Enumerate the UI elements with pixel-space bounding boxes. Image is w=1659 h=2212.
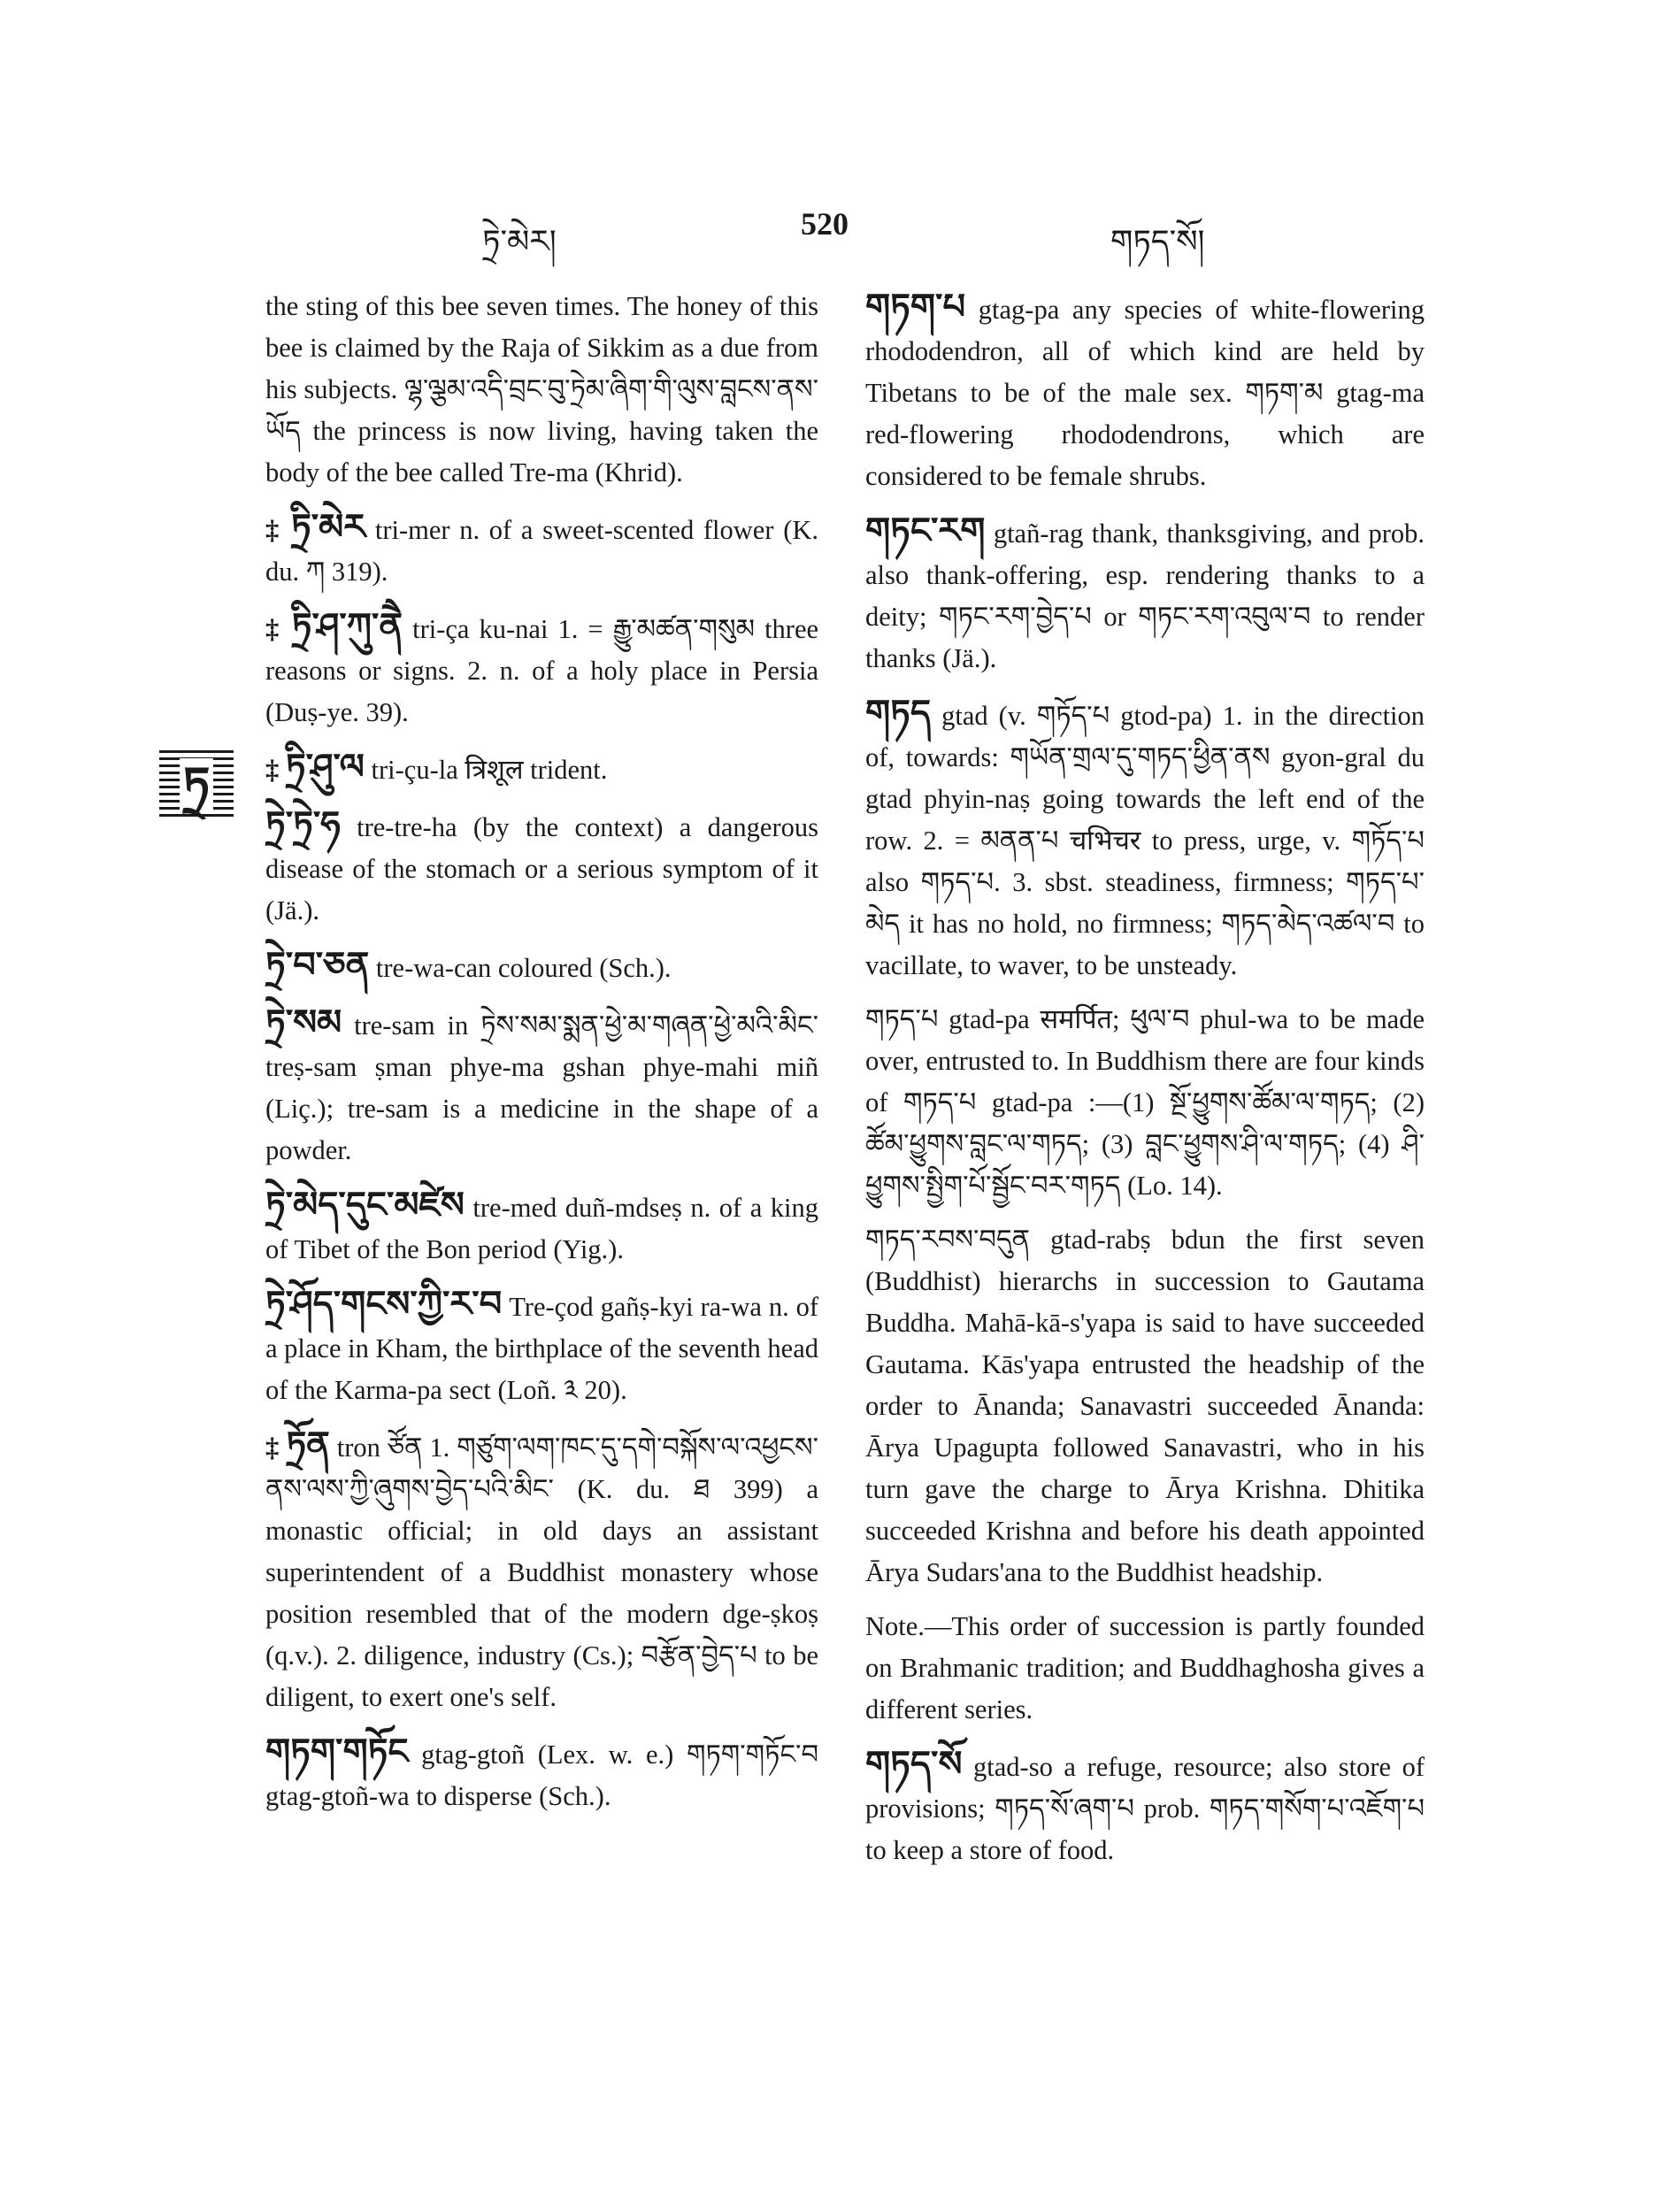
entry-definition: tre-med duñ-mdseṣ n. of a king of Tibet of the Bon period (Yig.). [265,1193,818,1264]
right-column [865,286,1425,1884]
dictionary-entry [265,1002,818,1171]
header-left-guide-word: ཏྲེ་མེར། [482,224,557,259]
entry-headword: གཏག་གཏོང [265,1732,409,1771]
dictionary-entry [865,286,1425,497]
header-right-guide-word: གཏད་སོ། [1110,224,1205,259]
entry-headword: ཏྲོན [286,1425,330,1464]
entry-definition: tri-ça ku-nai 1. = རྒྱུ་མཚན་གསུམ three reasons or signs. 2. n. of a holy place in Persia (Duṣ-ye. 39). [265,614,819,727]
sub-entry [865,999,1425,1207]
entry-headword: གཏད་སོ [865,1744,963,1784]
entry-headword: གཏང་རག [865,511,986,550]
note-paragraph [865,1606,1425,1731]
entry-definition: Tre-çod gañṣ-kyi ra-wa n. of a place in Kham, the birthplace of the seventh head of the Karma-pa sect (Loñ. ༣ 20). [265,1292,819,1405]
dictionary-entry: ‡ ཏྲོན tron ཙོན 1. གཙུག་ལག་ཁང་དུ་དགེ་བསྐོས་ལ་འཕྱངས་ནས་ལས་ཀྱི་ཞུགས་བྱེད་པའི་མིང་ (K. du. ཐ 399) a monastic official; in old days an assistant superintendent of a Buddhist monastery whose position resembled that of the modern dge-ṣkoṣ (q.v.). 2. diligence, industry (Cs.); བརྩོན་བྱེད་པ to be diligent, to exert one's self. [265,1425,818,1712]
entry-definition: tre-tre-ha (by the context) a dangerous disease of the stomach or a serious symptom of it (Jä.). [265,812,818,926]
dictionary-entry [265,803,818,932]
entry-headword: ཏྲེ་སམ [265,1002,342,1042]
entry-definition: gtag-gtoñ (Lex. w. e.) གཏག་གཏོང་བ gtag-gtoñ-wa to disperse (Sch.). [265,1740,819,1811]
running-header [0,205,1659,258]
dictionary-entry: ‡ ཏྲི་ཤ་ཀུ་ནཻ tri-ça ku-nai 1. = རྒྱུ་མཚན་གསུམ three reasons or signs. 2. n. of a holy place in Persia (Duṣ-ye. 39). [265,606,819,727]
entry-headword: གཏག་པ [865,287,966,326]
entry-headword: ཏྲི་ཤུ་ལ [285,747,365,787]
entry-definition: gtad-so a refuge, resource; also store of provisions; གཏད་སོ་ཞག་པ prob. གཏད་གསོག་པ་འཇོག་པ to keep a store of food. [865,1752,1425,1865]
entry-definition: tri-çu-la त्रिशूल trident. [371,755,608,785]
entry-definition: tre-sam in ཏྲེས་སམ་སྨན་ཕྱེ་མ་གཞན་ཕྱེ་མའི་མིང་ treṣ-sam ṣman phye-ma gshan phye-mahi miñ (Liç.); tre-sam is a medicine in the shape of a powder. [265,1010,818,1165]
entry-definition: tri-mer n. of a sweet-scented flower (K. du. ཀ 319). [265,515,819,587]
dictionary-entry [865,1743,1425,1871]
page-number: 520 [801,206,849,242]
entry-headword: གཏད [865,693,932,733]
continuation-paragraph: the sting of this bee seven times. The honey of this bee is claimed by the Raja of Sikkim as a due from his subjects. ལྷ་ལྕམ་འདི་བྲང་བུ་ཏྲེམ་ཞིག་གི་ལུས་བླངས་ནས་ཡོད the princess is now living, having taken the body of the bee called Tre-ma (Khrid). [265,291,818,488]
dictionary-entry [265,1731,818,1817]
entry-headword: ཏྲི་མེར [291,507,366,547]
sub-entry [865,1219,1425,1594]
entry-definition: tron ཙོན 1. གཙུག་ལག་ཁང་དུ་དགེ་བསྐོས་ལ་འཕྱངས་ནས་ལས་ཀྱི་ཞུགས་བྱེད་པའི་མིང་ (K. du. ཐ 399) a monastic official; in old days an assistant superintendent of a Buddhist monastery whose position resembled that of the modern dge-ṣkoṣ (q.v.). 2. diligence, industry (Cs.); བརྩོན་བྱེད་པ to be diligent, to exert one's self. [265,1432,818,1712]
dictionary-entry [265,1283,818,1411]
entry-headword: ཏྲེ་བ་ཅན [265,945,370,985]
entry-headword: ཏྲེ་ཤོད་གངས་ཀྱི་ར་བ [265,1284,503,1324]
dictionary-entry: ‡ ཏྲི་མེར tri-mer n. of a sweet-scented flower (K. du. ཀ 319). [265,507,819,587]
dictionary-entry [265,944,818,989]
section-thumb-marker [159,750,234,819]
dictionary-entry [865,692,1425,987]
entry-definition: gtag-pa any species of white-flowering rhododendron, all of which kind are held by Tibetans to be of the male sex. གཏག་མ gtag-ma red-flowering rhododendrons, which are considered to be female shrubs. [865,295,1425,491]
dictionary-entry: ‡ ཏྲི་ཤུ་ལ tri-çu-la त्रिशूल trident. [265,747,608,787]
entry-definition: tre-wa-can coloured (Sch.). [375,953,672,983]
section-marker-letter: ཏྲ [180,758,214,811]
entry-headword: ཏྲི་ཤ་ཀུ་ནཻ [291,606,403,646]
left-column [265,286,818,1830]
entry-headword: ཏྲེ་མེད་དུང་མཛེས [265,1185,465,1225]
entry-definition: gtañ-rag thank, thanksgiving, and prob. also thank-offering, esp. rendering thanks to a deity; གཏང་རག་བྱེད་པ or གཏང་རག་འབུལ་བ to render thanks (Jä.). [865,518,1425,673]
entry-headword: ཏྲེ་ཏྲེ་ཧ [265,804,341,844]
entry-definition: གཏད་པ gtad-pa समर्पित; ཕུལ་བ phul-wa to be made over, entrusted to. In Buddhism there are four kinds of གཏད་པ gtad-pa :—(1) སྔོ་ཕྱུགས་ཚོམ་ལ་གཏད; (2) ཚོམ་ཕྱུགས་བླང་ལ་གཏད; (3) བླང་ཕྱུགས་ཤི་ལ་གཏད; (4) ཤི་ཕྱུགས་སྤྱིག་པོ་སྦྱོང་བར་གཏད (Lo. 14). [865,1004,1425,1201]
entry-definition: Note.—This order of succession is partly founded on Brahmanic tradition; and Buddhaghosha gives a different series. [865,1611,1425,1724]
dictionary-entry [265,1184,818,1271]
dictionary-entry [865,510,1425,680]
entry-definition: gtad (v. གཏོད་པ gtod-pa) 1. in the direction of, towards: གཡོན་གྲལ་དུ་གཏད་ཕྱིན་ནས gyon-gral du gtad phyin-naṣ going towards the left end of the row. 2. = མནན་པ चभिचर to press, urge, v. གཏོད་པ also གཏད་པ. 3. sbst. steadiness, firmness; གཏད་པ་མེད it has no hold, no firmness; གཏད་མེད་འཚལ་བ to vacillate, to waver, to be unsteady. [865,701,1425,980]
entry-definition: གཏད་རབས་བདུན gtad-rabṣ bdun the first seven (Buddhist) hierarchs in succession to Gautama Buddha. Mahā-kā-s'yapa is said to have succeeded Gautama. Kās'yapa entrusted the headship of the order to Ānanda; Sanavastri succeeded Ānanda: Ārya Upagupta followed Sanavastri, who in his turn gave the charge to Ārya Krishna. Dhitika succeeded Krishna and before his death appointed Ārya Sudars'ana to the Buddhist headship. [865,1225,1425,1587]
